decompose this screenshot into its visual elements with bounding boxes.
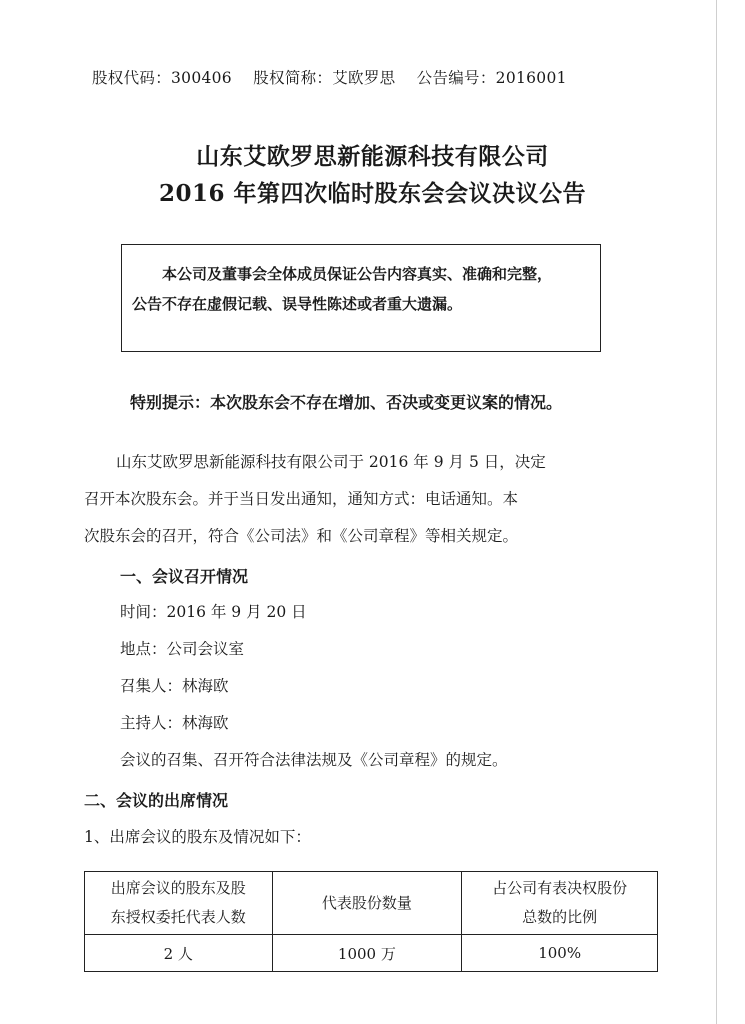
meeting-compliance: 会议的召集、召开符合法律法规及《公司章程》的规定。 [120, 751, 508, 769]
guarantee-notice-box [121, 244, 601, 352]
table-row [85, 935, 658, 972]
special-note: 特别提示：本次股东会不存在增加、否决或变更议案的情况。 [130, 393, 563, 412]
header-attendee-count: 出席会议的股东及股 东授权委托代表人数 [85, 872, 273, 935]
table-header-row [85, 872, 658, 935]
header-share-amount: 代表股份数量 [272, 872, 462, 935]
meeting-place: 地点：公司会议室 [120, 640, 245, 658]
announcement-title: 2016 年第四次临时股东会会议决议公告 [158, 180, 587, 207]
intro-line-3: 次股东会的召开，符合《公司法》和《公司章程》等相关规定。 [84, 527, 519, 545]
company-title: 山东艾欧罗思新能源科技有限公司 [196, 143, 549, 170]
intro-paragraph [84, 444, 664, 555]
cell-share-amount: 1000 万 [272, 935, 462, 972]
cell-voting-ratio: 100% [462, 935, 658, 972]
stock-short-name: 股权简称：艾欧罗思 [253, 69, 396, 87]
intro-line-1: 山东艾欧罗思新能源科技有限公司于 2016 年 9 月 5 日，决定 [116, 453, 546, 471]
guarantee-line-2: 公告不存在虚假记载、误导性陈述或者重大遗漏。 [132, 295, 463, 313]
meeting-convener: 召集人：林海欧 [120, 677, 229, 695]
header-voting-ratio: 占公司有表决权股份 总数的比例 [462, 872, 658, 935]
attendance-table [84, 871, 658, 972]
stock-code: 股权代码：300406 [92, 69, 232, 87]
intro-line-2: 召开本次股东会。并于当日发出通知，通知方式：电话通知。本 [84, 490, 519, 508]
notice-number: 公告编号：2016001 [416, 69, 567, 87]
cell-attendee-count: 2 人 [85, 935, 273, 972]
section-1-heading: 一、会议召开情况 [120, 567, 249, 586]
attendance-intro: 1、出席会议的股东及情况如下： [84, 828, 311, 846]
guarantee-line-1: 本公司及董事会全体成员保证公告内容真实、准确和完整， [162, 265, 553, 283]
meeting-host: 主持人：林海欧 [120, 714, 229, 732]
header-info [92, 66, 652, 88]
section-2-heading: 二、会议的出席情况 [84, 791, 229, 810]
meeting-time: 时间：2016 年 9 月 20 日 [120, 603, 307, 621]
